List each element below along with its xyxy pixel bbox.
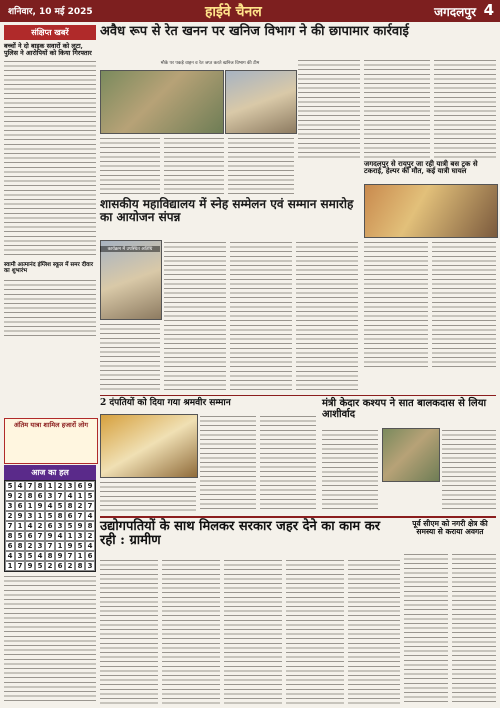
minister-photo: [382, 428, 440, 482]
sudoku-cell: 4: [5, 551, 15, 561]
industry-body-2: [162, 558, 220, 704]
sudoku-cell: 9: [55, 551, 65, 561]
sudoku-cell: 1: [65, 531, 75, 541]
sudoku-cell: 3: [65, 481, 75, 491]
sudoku-cell: 8: [35, 481, 45, 491]
sudoku-cell: 3: [15, 551, 25, 561]
sudoku-cell: 6: [35, 491, 45, 501]
sudoku-cell: 1: [55, 541, 65, 551]
labour-award-photo: [100, 414, 198, 478]
lead-photo-2: [225, 70, 297, 134]
bus-accident-body-2: [432, 240, 496, 368]
college-photo: [100, 240, 162, 320]
sudoku-cell: 9: [65, 541, 75, 551]
lead-body-col-1: [100, 136, 160, 194]
sudoku-cell: 6: [65, 511, 75, 521]
sudoku-cell: 8: [15, 541, 25, 551]
sudoku-cell: 5: [85, 491, 95, 501]
sudoku-cell: 5: [5, 481, 15, 491]
edition-city: जगदलपुर: [434, 5, 476, 19]
sudoku-cell: 3: [35, 541, 45, 551]
sudoku-cell: 1: [35, 511, 45, 521]
lead-body-col-4: [298, 58, 360, 158]
sudoku-cell: 5: [15, 531, 25, 541]
sudoku-cell: 9: [85, 481, 95, 491]
labour-body-2: [200, 414, 256, 512]
sudoku-cell: 1: [15, 521, 25, 531]
college-body-3: [230, 240, 292, 392]
sudoku-grid: [4, 480, 96, 572]
sudoku-cell: 5: [35, 561, 45, 571]
sudoku-cell: 2: [35, 521, 45, 531]
briefs-body: [4, 59, 96, 259]
sudoku-cell: 4: [55, 531, 65, 541]
cm-story-headline: पूर्व सीएम को नगरी क्षेत्र की समस्या से कराया अवगत: [412, 519, 488, 536]
lead-body-col-2: [164, 136, 224, 194]
page-number: 4: [483, 1, 494, 19]
sudoku-cell: 6: [15, 501, 25, 511]
sudoku-cell: 3: [55, 521, 65, 531]
lead-photo: [100, 70, 224, 134]
sudoku-cell: 6: [5, 541, 15, 551]
sudoku-cell: 8: [5, 531, 15, 541]
sudoku-cell: 9: [5, 491, 15, 501]
college-body-1: [100, 322, 160, 392]
sudoku-cell: 7: [45, 541, 55, 551]
sudoku-cell: 2: [15, 491, 25, 501]
lead-body-col-5: [364, 58, 430, 158]
sudoku-cell: 5: [75, 541, 85, 551]
sudoku-cell: 5: [45, 511, 55, 521]
sudoku-cell: 7: [55, 491, 65, 501]
industry-body-1: [100, 558, 158, 704]
sudoku-cell: 9: [45, 531, 55, 541]
sudoku-cell: 7: [65, 551, 75, 561]
mid-left-headline: स्वामी आत्मानंद इंग्लिश स्कूल में समर दीवार का शुभारंभ: [4, 262, 94, 275]
sudoku-cell: 5: [25, 551, 35, 561]
sudoku-cell: 6: [25, 531, 35, 541]
sudoku-cell: 8: [75, 561, 85, 571]
college-photo-caption: कार्यक्रम में उपस्थित अतिथि: [100, 246, 160, 252]
sudoku-cell: 1: [25, 501, 35, 511]
sudoku-cell: 7: [85, 501, 95, 511]
sudoku-cell: 4: [15, 481, 25, 491]
sudoku-cell: 2: [25, 541, 35, 551]
newspaper-name: हाईवे चैनल: [205, 4, 262, 20]
briefs-title: संक्षिप्त खबरें: [4, 25, 96, 40]
industry-body-3: [224, 558, 282, 704]
masthead: [0, 0, 500, 22]
cm-story-body-1: [404, 552, 448, 704]
left-bottom-body: [4, 574, 96, 704]
minister-body-1: [322, 428, 378, 512]
cm-story-body-2: [452, 552, 496, 704]
section-divider: [100, 395, 496, 396]
lead-body-col-3: [228, 136, 294, 194]
sudoku-cell: 9: [35, 501, 45, 511]
bottom-divider: [100, 516, 496, 518]
sudoku-cell: 9: [75, 521, 85, 531]
sudoku-cell: 2: [45, 561, 55, 571]
industry-body-5: [348, 558, 400, 704]
sudoku-cell: 1: [5, 561, 15, 571]
sudoku-cell: 8: [25, 491, 35, 501]
college-body-2: [164, 240, 226, 392]
final-rites-box: [4, 418, 98, 464]
minister-headline: मंत्री केदार कश्यप ने सात बालकदास से लिया आशीर्वाद: [322, 398, 487, 420]
labour-award-headline: 2 दंपतियों को दिया गया श्रमवीर सम्मान: [100, 398, 231, 408]
sudoku-cell: 4: [25, 521, 35, 531]
sudoku-cell: 4: [65, 491, 75, 501]
sudoku-cell: 3: [5, 501, 15, 511]
sudoku-cell: 2: [85, 531, 95, 541]
college-headline: शासकीय महाविद्यालय में स्नेह सम्मेलन एवं सम्मान समारोह का आयोजन संपन्न: [100, 197, 354, 224]
sudoku-cell: 9: [15, 511, 25, 521]
sudoku-cell: 3: [75, 531, 85, 541]
sudoku-cell: 4: [45, 501, 55, 511]
sudoku-cell: 4: [85, 511, 95, 521]
sudoku-cell: 8: [85, 521, 95, 531]
sudoku-cell: 4: [85, 541, 95, 551]
briefs-headline: बच्चों ने दो बाइक सवारों को लूटा, पुलिस ने आरोपियों को किया गिरफ्तार: [4, 42, 92, 57]
sudoku-cell: 7: [35, 531, 45, 541]
college-body-4: [296, 240, 358, 392]
sudoku-cell: 5: [55, 501, 65, 511]
sudoku-cell: 3: [25, 511, 35, 521]
sudoku-cell: 6: [75, 481, 85, 491]
sudoku-cell: 2: [55, 481, 65, 491]
bus-accident-headline: जगदलपुर से रायपुर जा रही यात्री बस ट्रक से टकराई, हेल्पर की मौत, कई यात्री घायल: [364, 159, 478, 176]
sudoku-cell: 4: [35, 551, 45, 561]
puzzle-title: आज का हल: [4, 465, 96, 480]
lead-caption: मौके पर पकड़े वाहन व रेत जप्त करते खनिज विभाग की टीम: [160, 61, 260, 66]
industry-body-4: [286, 558, 344, 704]
labour-body-3: [260, 414, 316, 512]
minister-body-2: [442, 428, 496, 512]
sudoku-cell: 8: [55, 511, 65, 521]
briefs-column: [4, 25, 96, 415]
mid-left-body: [4, 278, 96, 338]
sudoku-cell: 5: [65, 521, 75, 531]
sudoku-cell: 2: [5, 511, 15, 521]
sudoku-cell: 1: [75, 491, 85, 501]
sudoku-cell: 3: [85, 561, 95, 571]
sudoku-cell: 7: [5, 521, 15, 531]
issue-date: शनिवार, 10 मई 2025: [8, 7, 93, 17]
sudoku-cell: 7: [25, 481, 35, 491]
sudoku-cell: 6: [55, 561, 65, 571]
sudoku-cell: 6: [85, 551, 95, 561]
labour-body-1: [100, 480, 196, 512]
sudoku-cell: 2: [75, 501, 85, 511]
sudoku-cell: 1: [45, 481, 55, 491]
sudoku-cell: 8: [65, 501, 75, 511]
sudoku-cell: 2: [65, 561, 75, 571]
sudoku-cell: 7: [15, 561, 25, 571]
sudoku-cell: 8: [45, 551, 55, 561]
bus-accident-body-1: [364, 240, 428, 368]
lead-headline: अवैध रूप से रेत खनन पर खनिज विभाग ने की छापामार कार्रवाई: [100, 24, 409, 39]
industry-headline: उद्योगपतियों के साथ मिलकर सरकार जहर देने का काम कर रही : ग्रामीण: [100, 519, 381, 548]
sudoku-cell: 6: [45, 521, 55, 531]
sudoku-cell: 1: [75, 551, 85, 561]
sudoku-cell: 9: [25, 561, 35, 571]
final-rites-headline: अंतिम यात्रा शामिल हजारों लोग: [13, 421, 89, 429]
bus-accident-photo: [364, 184, 498, 238]
lead-body-col-6: [434, 58, 496, 158]
sudoku-cell: 3: [45, 491, 55, 501]
sudoku-cell: 7: [75, 511, 85, 521]
